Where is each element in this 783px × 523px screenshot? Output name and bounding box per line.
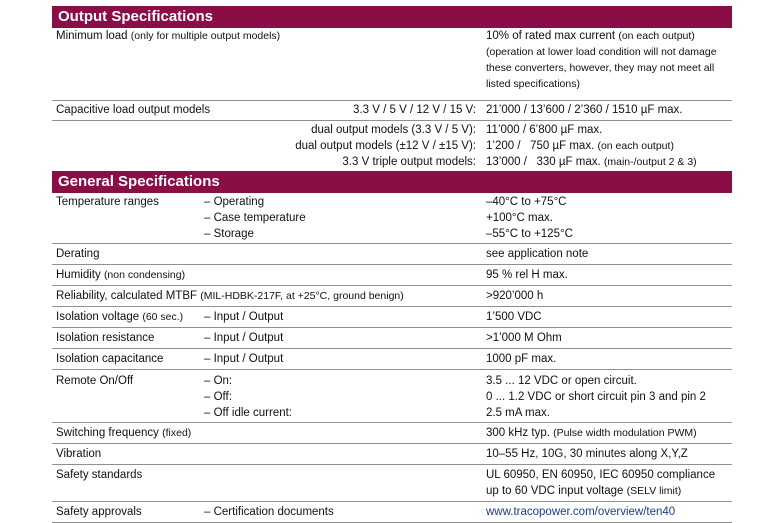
- isolation-capacitance-row: [52, 349, 732, 370]
- capacitive-load-models-1: 3.3 V / 5 V / 12 V / 15 V:: [353, 104, 476, 116]
- capacitive-load-label: Capacitive load output models: [56, 104, 211, 116]
- capacitive-load-extra-rows: [52, 121, 732, 171]
- isolation-voltage-note: (60 sec.): [142, 311, 184, 323]
- remote-off-value: 0 ... 1.2 VDC or short circuit pin 3 and pin 2: [486, 391, 706, 403]
- humidity-label: Humidity: [56, 269, 101, 281]
- general-specifications-header: General Specifications: [52, 171, 732, 193]
- temperature-operating-label: – Operating: [204, 196, 265, 208]
- certification-documents-link[interactable]: www.tracopower.com/overview/ten40: [486, 506, 676, 518]
- temperature-case-value: +100°C max.: [486, 212, 553, 224]
- minimum-load-value: 10% of rated max current: [486, 30, 616, 42]
- spec-sheet: [52, 6, 732, 523]
- minimum-load-label: Minimum load: [56, 30, 128, 42]
- temperature-case-label: – Case temperature: [204, 212, 306, 224]
- derating-row: [52, 244, 732, 265]
- switching-frequency-value-note: (Pulse width modulation PWM): [553, 427, 697, 439]
- output-specifications-header: Output Specifications: [52, 6, 732, 28]
- isolation-voltage-label: Isolation voltage: [56, 311, 140, 323]
- capacitive-load-models-4: 3.3 V triple output models:: [342, 156, 476, 168]
- minimum-load-desc-2: these converters, however, they may not meet all: [486, 62, 715, 74]
- minimum-load-row: [52, 28, 732, 101]
- safety-standards-value-2: up to 60 VDC input voltage: [486, 485, 624, 497]
- capacitive-load-models-3: dual output models (±12 V / ±15 V):: [295, 140, 476, 152]
- isolation-resistance-label: Isolation resistance: [56, 332, 155, 344]
- capacitive-load-models-2: dual output models (3.3 V / 5 V):: [311, 124, 476, 136]
- switching-frequency-row: [52, 423, 732, 444]
- safety-standards-value-1: UL 60950, EN 60950, IEC 60950 compliance: [486, 469, 716, 481]
- vibration-label: Vibration: [56, 448, 102, 460]
- mtbf-value: >920’000 h: [486, 290, 544, 302]
- safety-approvals-label: Safety approvals: [56, 506, 142, 518]
- capacitive-load-note-4: (main-/output 2 & 3): [603, 156, 697, 168]
- isolation-resistance-value: >1’000 M Ohm: [486, 332, 562, 344]
- humidity-note: (non condensing): [103, 269, 186, 281]
- remote-on-off-label: Remote On/Off: [56, 375, 134, 387]
- temperature-storage-label: – Storage: [204, 228, 254, 240]
- temperature-ranges-label: Temperature ranges: [56, 196, 159, 208]
- mtbf-row: [52, 286, 732, 307]
- minimum-load-desc-1: (operation at lower load condition will not damage: [486, 46, 717, 58]
- switching-frequency-note: (fixed): [162, 427, 192, 439]
- humidity-value: 95 % rel H max.: [486, 269, 568, 281]
- isolation-resistance-sub: – Input / Output: [204, 332, 284, 344]
- capacitive-load-value-2: 11’000 / 6’800 µF max.: [486, 124, 603, 136]
- capacitive-load-row: [52, 101, 732, 121]
- humidity-row: [52, 265, 732, 286]
- temperature-ranges-row: [52, 193, 732, 244]
- remote-on-off-row: [52, 370, 732, 423]
- remote-off-label: – Off:: [204, 391, 232, 403]
- capacitive-load-note-3: (on each output): [597, 140, 674, 152]
- safety-approvals-sub: – Certification documents: [204, 506, 334, 518]
- remote-on-label: – On:: [204, 375, 233, 387]
- minimum-load-desc-3: listed specifications): [486, 78, 580, 90]
- isolation-voltage-sub: – Input / Output: [204, 311, 284, 323]
- capacitive-load-value-4: 13’000 / 330 µF max.: [486, 156, 601, 168]
- minimum-load-note: (only for multiple output models): [130, 30, 281, 42]
- safety-standards-value-2-note: (SELV limit): [626, 485, 682, 497]
- switching-frequency-value: 300 kHz typ.: [486, 427, 550, 439]
- mtbf-label: Reliability, calculated MTBF: [56, 290, 198, 302]
- capacitive-load-value-1: 21’000 / 13’600 / 2’360 / 1510 µF max.: [486, 104, 683, 116]
- isolation-capacitance-label: Isolation capacitance: [56, 353, 164, 365]
- isolation-capacitance-value: 1000 pF max.: [486, 353, 557, 365]
- vibration-value: 10–55 Hz, 10G, 30 minutes along X,Y,Z: [486, 448, 688, 460]
- vibration-row: [52, 444, 732, 465]
- temperature-storage-value: –55°C to +125°C: [486, 228, 573, 240]
- remote-on-value: 3.5 ... 12 VDC or open circuit.: [486, 375, 637, 387]
- switching-frequency-label: Switching frequency: [56, 427, 159, 439]
- isolation-voltage-row: [52, 307, 732, 328]
- safety-standards-label: Safety standards: [56, 469, 143, 481]
- remote-off-idle-label: – Off idle current:: [204, 407, 292, 419]
- isolation-capacitance-sub: – Input / Output: [204, 353, 284, 365]
- capacitive-load-value-3: 1’200 / 750 µF max.: [486, 140, 595, 152]
- mtbf-note: (MIL-HDBK-217F, at +25°C, ground benign): [200, 290, 404, 302]
- safety-standards-row: [52, 465, 732, 502]
- derating-label: Derating: [56, 248, 100, 260]
- isolation-resistance-row: [52, 328, 732, 349]
- temperature-operating-value: –40°C to +75°C: [486, 196, 567, 208]
- isolation-voltage-value: 1’500 VDC: [486, 311, 542, 323]
- remote-off-idle-value: 2.5 mA max.: [486, 407, 550, 419]
- minimum-load-value-note: (on each output): [618, 30, 695, 42]
- derating-value: see application note: [486, 248, 589, 260]
